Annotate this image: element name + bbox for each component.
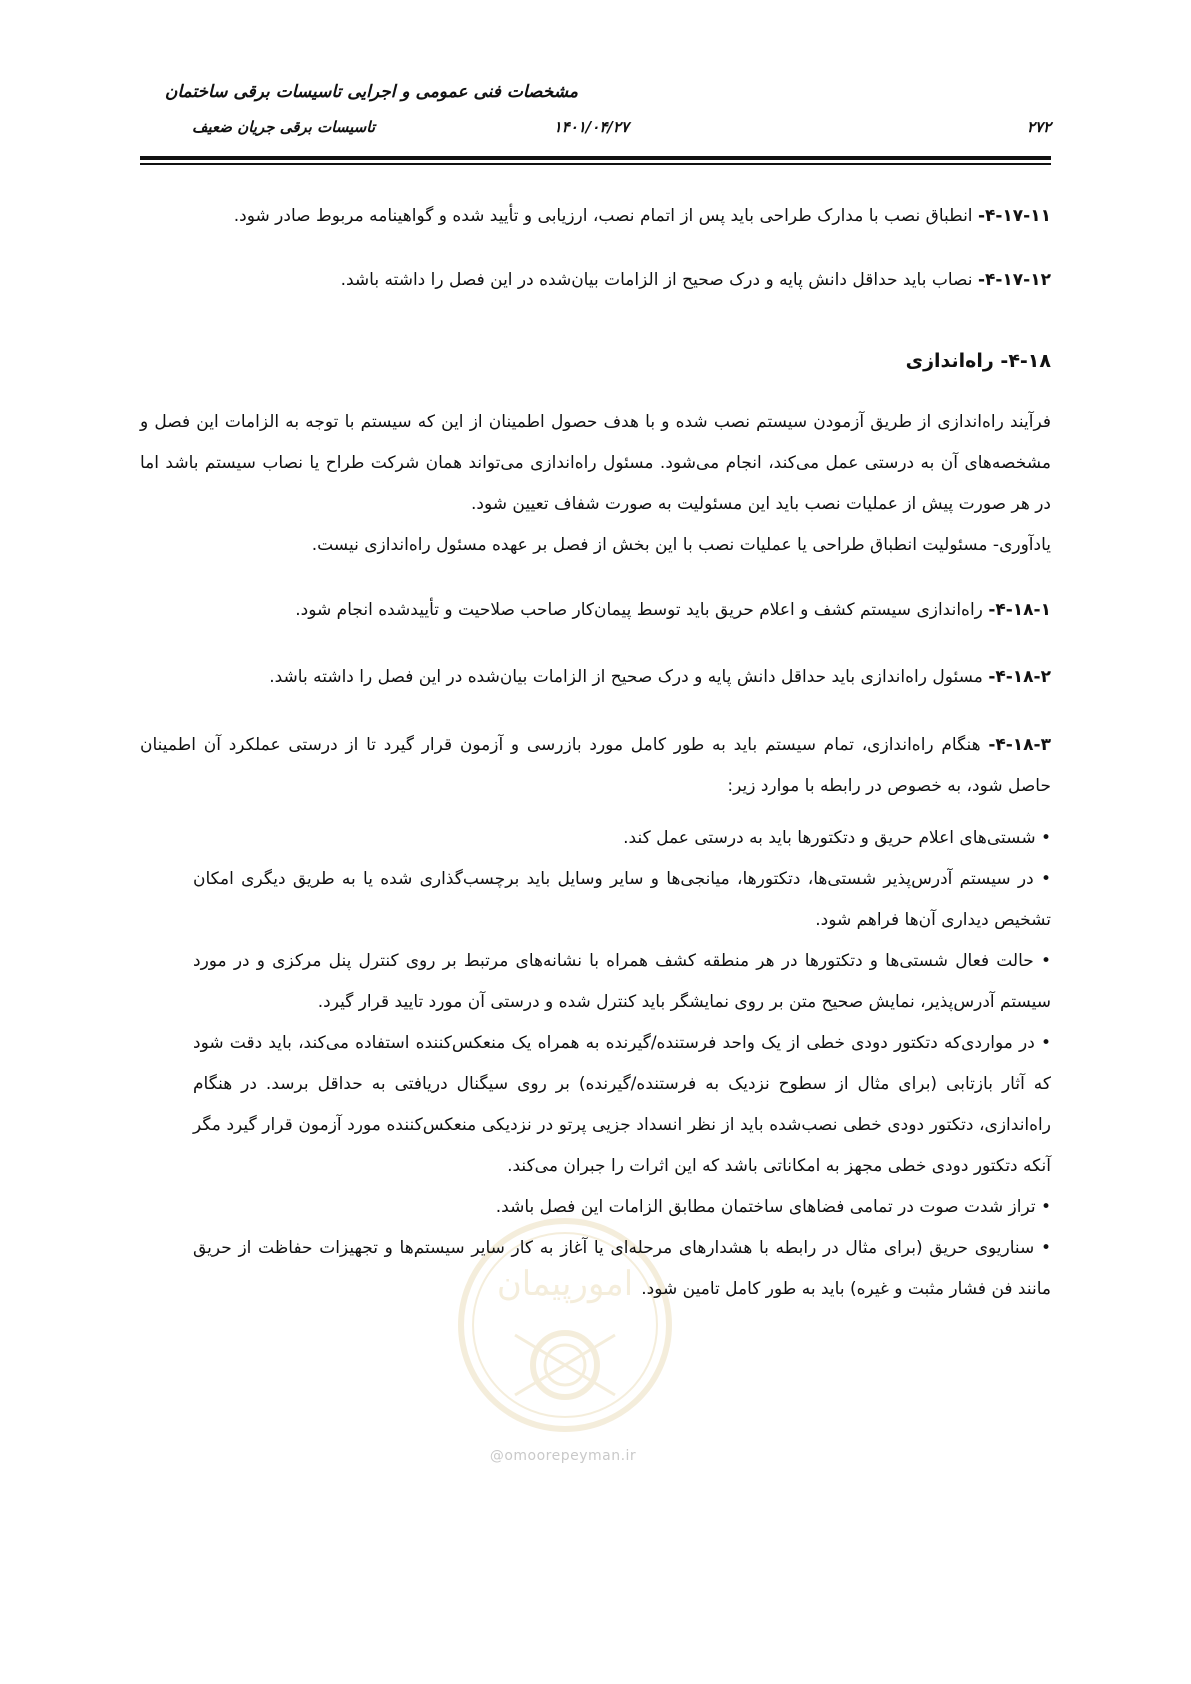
clause-4-18-3 [140, 725, 1051, 807]
section-name: تاسیسات برقی جریان ضعیف [191, 118, 375, 136]
clause-text: هنگام راه‌اندازی، تمام سیستم باید به طور کامل مورد بازرسی و آزمون قرار گیرد تا از درستی عملکرد آن اطمینان حاصل شود، به خصوص در رابطه با موارد زیر: [140, 735, 1051, 796]
clause-text: نصاب باید حداقل دانش پایه و درک صحیح از الزامات بیان‌شده در این فصل را داشته باشد. [340, 270, 978, 290]
section-heading: ۴-۱۸- راه‌اندازی [905, 350, 1051, 372]
header-date: ۱۴۰۱/۰۴/۲۷ [553, 118, 629, 136]
list-item: • در سیستم آدرس‌پذیر شستی‌ها، دتکتورها، میانجی‌ها و سایر وسایل باید برچسب‌گذاری شده یا به طریق دیگری امکان تشخیص دیداری آن‌ها فراهم شود. [193, 869, 1051, 930]
watermark-logo-text: امورپیمان [496, 1264, 634, 1304]
clause-4-18-1 [140, 598, 1051, 624]
watermark-site: @omoorepeyman.ir [489, 1448, 637, 1464]
header-row [140, 118, 1051, 142]
clause-text: مسئول راه‌اندازی باید حداقل دانش پایه و درک صحیح از الزامات بیان‌شده در این فصل را داشته باشد. [269, 667, 989, 687]
intro-paragraph [140, 402, 1051, 566]
clause-label: ۴-۱۸-۲- [988, 667, 1051, 687]
header-rule-thin [140, 163, 1051, 165]
header-rule-thick [140, 156, 1051, 160]
bullet-list [193, 818, 1051, 1310]
clause-4-18-2 [140, 665, 1051, 691]
list-item: • شستی‌های اعلام حریق و دتکتورها باید به درستی عمل کند. [623, 828, 1051, 848]
clause-text: راه‌اندازی سیستم کشف و اعلام حریق باید توسط پیمان‌کار صاحب صلاحیت و تأییدشده انجام شود. [295, 600, 989, 620]
page-number: ۲۷۲ [1026, 118, 1051, 136]
clause-text: انطباق نصب با مدارک طراحی باید پس از اتمام نصب، ارزیابی و تأیید شده و گواهینامه مربوط صادر شود. [233, 206, 978, 226]
intro-text: فرآیند راه‌اندازی از طریق آزمودن سیستم نصب شده و با هدف حصول اطمینان از این که سیستم با توجه به الزامات این فصل و مشخصه‌های آن به درستی عمل می‌کند، انجام می‌شود. مسئول راه‌اندازی می‌تواند همان شرکت طراح یا نصاب سیستم باشد اما در هر صورت پیش از عملیات نصب باید این مسئولیت به صورت شفاف تعیین شود. [140, 412, 1051, 514]
clause-label: ۴-۱۸-۳- [988, 735, 1051, 755]
clause-label: ۴-۱۷-۱۲- [977, 270, 1051, 290]
list-item: • در مواردی‌که دتکتور دودی خطی از یک واحد فرستنده/گیرنده به همراه یک منعکس‌کننده استفاده می‌کند، باید دقت شود که آثار بازتابی (برای مثال از سطوح نزدیک به فرستنده/گیرنده) بر روی سیگنال دریافتی به حداقل برسد. در هنگام راه‌اندازی، دتکتور دودی خطی نصب‌شده باید از نظر انسداد جزیی پرتو در نزدیکی منعکس‌کننده مورد آزمون قرار گیرد مگر آنکه دتکتور دودی خطی مجهز به امکاناتی باشد که این اثرات را جبران می‌کند. [193, 1033, 1051, 1176]
book-title: مشخصات فنی عمومی و اجرایی تاسیسات برقی ساختمان [164, 82, 578, 102]
clause-label: ۴-۱۷-۱۱- [977, 206, 1051, 226]
list-item: • تراز شدت صوت در تمامی فضاهای ساختمان مطابق الزامات این فصل باشد. [495, 1197, 1051, 1217]
clause-4-17-12 [140, 268, 1051, 294]
list-item: • حالت فعال شستی‌ها و دتکتورها در هر منطقه کشف همراه با نشانه‌های مرتبط بر روی کنترل پنل مرکزی و در مورد سیستم آدرس‌پذیر، نمایش صحیح متن بر روی نمایشگر باید کنترل شده و درستی آن مورد تایید قرار گیرد. [193, 951, 1051, 1012]
intro-note: یادآوری- مسئولیت انطباق طراحی یا عملیات نصب با این بخش از فصل بر عهده مسئول راه‌اندازی نیست. [311, 535, 1051, 555]
clause-4-17-11 [140, 204, 1051, 230]
list-item: • سناریوی حریق (برای مثال در رابطه با هشدارهای مرحله‌ای یا آغاز به کار سایر سیستم‌ها و تجهیزات حفاظت از حریق مانند فن فشار مثبت و غیره) باید به طور کامل تامین شود. [193, 1238, 1051, 1299]
clause-label: ۴-۱۸-۱- [988, 600, 1051, 620]
